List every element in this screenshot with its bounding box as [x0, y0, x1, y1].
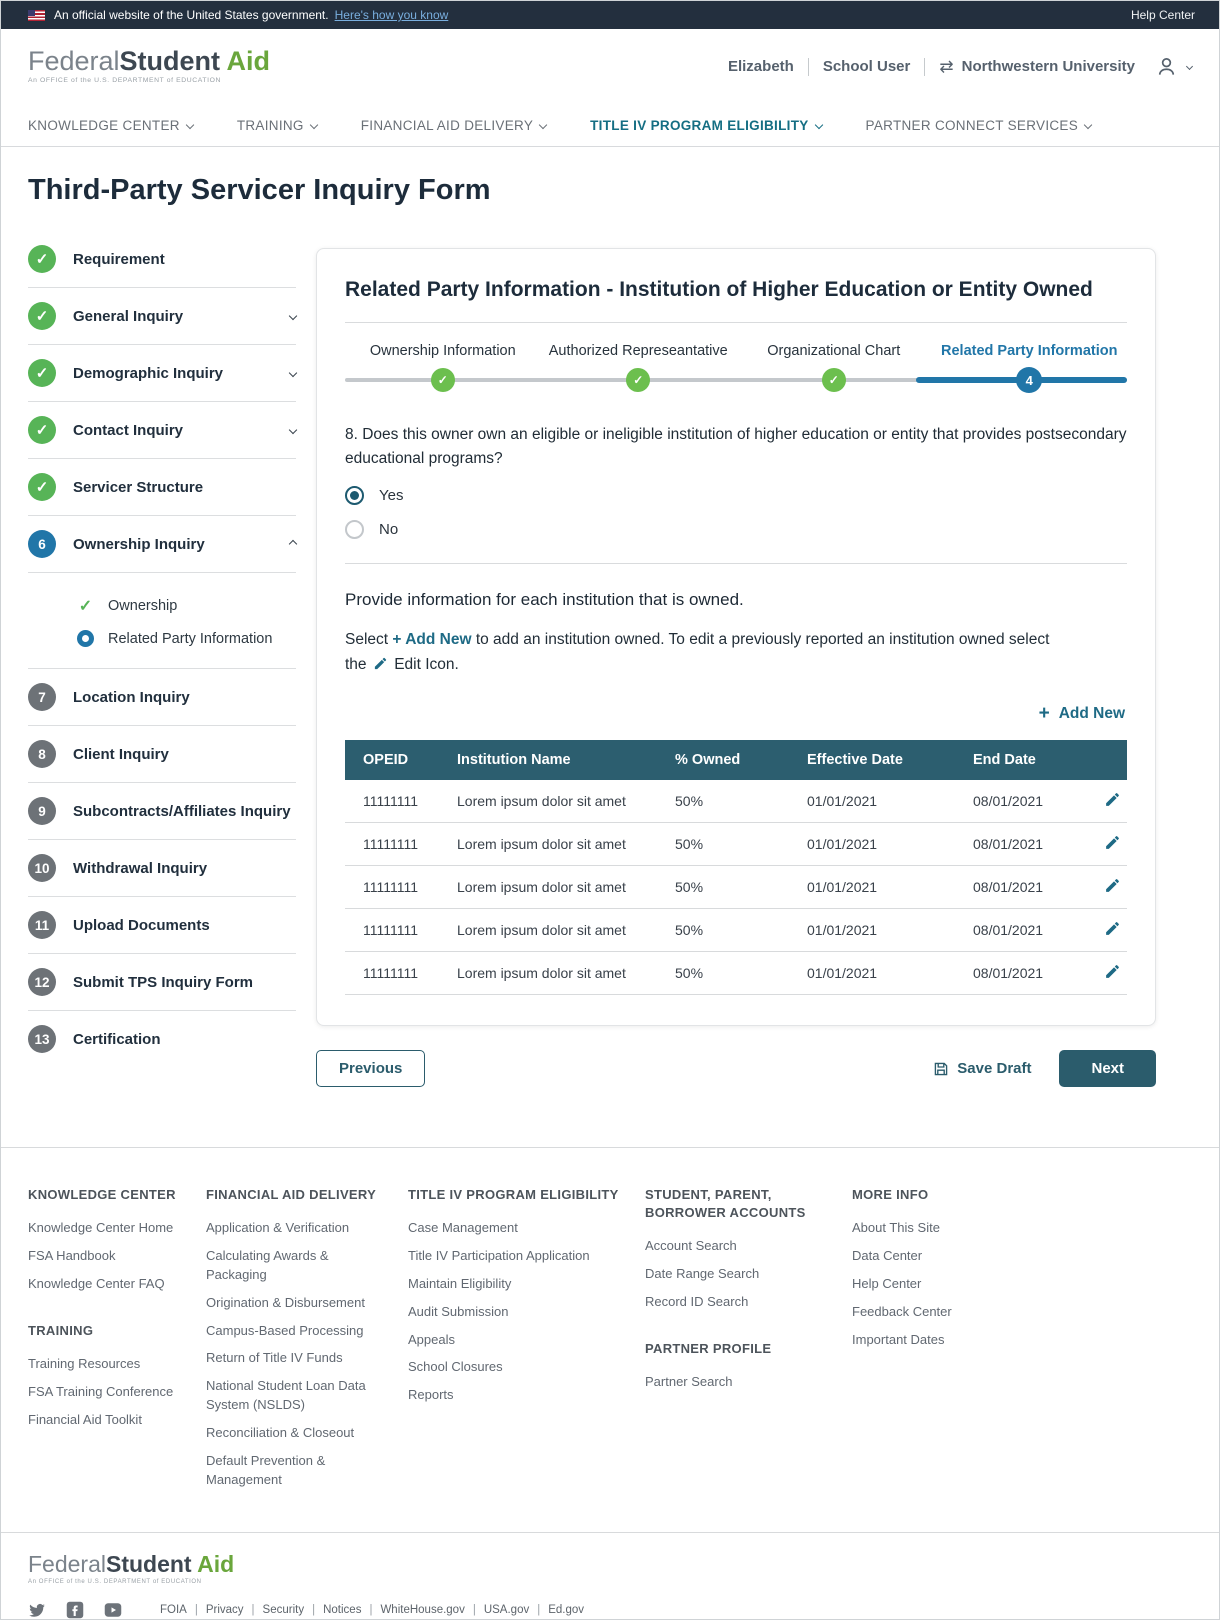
footer-link[interactable]: Training Resources — [28, 1355, 141, 1371]
table-row: 11111111 Lorem ipsum dolor sit amet 50% 01/01/2021 08/01/2021 — [345, 952, 1127, 995]
sidebar-item-general-inquiry[interactable]: ✓ General Inquiry — [28, 288, 296, 345]
nav-training[interactable]: TRAINING — [237, 118, 317, 133]
site-header — [1, 29, 1219, 104]
table-row: 11111111 Lorem ipsum dolor sit amet 50% 01/01/2021 08/01/2021 — [345, 866, 1127, 909]
col-actions — [1083, 740, 1127, 780]
legal-link-privacy[interactable]: | Privacy — [187, 1604, 244, 1616]
logo-student: Student — [119, 46, 221, 77]
footer-link[interactable]: Partner Search — [645, 1374, 733, 1390]
add-new-instruction: Select + Add New to add an institution owned. To edit a previously reported an institution owned select the Edit Icon. — [345, 631, 1050, 674]
check-circle-icon: ✓ — [28, 416, 56, 444]
chevron-down-icon — [289, 426, 297, 434]
step-organizational-chart[interactable]: Organizational Chart — [767, 343, 901, 360]
nav-knowledge-center[interactable]: KNOWLEDGE CENTER — [28, 118, 193, 133]
footer-link[interactable]: Reports — [408, 1387, 454, 1403]
legal-links — [160, 1604, 584, 1616]
help-center-link[interactable]: Help Center — [1130, 8, 1195, 22]
check-icon: ✓ — [78, 598, 93, 615]
save-draft-button[interactable]: Save Draft — [933, 1060, 1031, 1077]
step-ownership-information[interactable]: Ownership Information — [369, 343, 516, 360]
chevron-down-icon — [309, 120, 317, 128]
current-step-badge: 4 — [1016, 367, 1042, 393]
sidebar-item-subcontracts-affiliates-inquiry[interactable]: 9 Subcontracts/Affiliates Inquiry — [28, 783, 296, 840]
legal-link-notices[interactable]: | Notices — [304, 1604, 361, 1616]
footer-link[interactable]: Important Dates — [852, 1331, 945, 1347]
legal-link-security[interactable]: | Security — [244, 1604, 305, 1616]
edit-pencil-icon — [373, 656, 388, 671]
footer-heading-student-parent-borrower: STUDENT, PARENT, BORROWER ACCOUNTS — [645, 1187, 806, 1221]
save-icon — [933, 1061, 949, 1077]
footer-link[interactable]: About This Site — [852, 1220, 940, 1236]
nav-title-iv-program-eligibility[interactable]: TITLE IV PROGRAM ELIGIBILITY — [590, 118, 821, 133]
wizard-stepper — [345, 343, 1127, 395]
col-percent-owned: % Owned — [665, 740, 797, 780]
check-circle-icon: ✓ — [28, 359, 56, 387]
card-title: Related Party Information - Institution of Higher Education or Entity Owned — [345, 278, 1093, 301]
user-name: Elizabeth — [727, 58, 794, 75]
legal-link-usagov[interactable]: | USA.gov — [465, 1604, 529, 1616]
fsa-logo[interactable]: FederalStudent Aid An OFFICE of the U.S. DEPARTMENT of EDUCATION — [28, 46, 271, 85]
sidebar-item-contact-inquiry[interactable]: ✓ Contact Inquiry — [28, 402, 296, 459]
footer-heading-financial-aid-delivery: FINANCIAL AID DELIVERY — [206, 1187, 377, 1203]
radio-option-no[interactable]: No — [345, 520, 1127, 539]
footer-link[interactable]: School Closures — [408, 1359, 503, 1375]
chevron-down-icon — [289, 369, 297, 377]
edit-row-button[interactable] — [1104, 920, 1121, 937]
col-opeid: OPEID — [345, 740, 447, 780]
check-circle-icon: ✓ — [822, 368, 846, 392]
edit-row-button[interactable] — [1104, 877, 1121, 894]
fsa-logo-footer[interactable]: FederalStudent Aid An OFFICE of the U.S. DEPARTMENT of EDUCATION — [28, 1551, 235, 1586]
nav-partner-connect-services[interactable]: PARTNER CONNECT SERVICES — [866, 118, 1092, 133]
youtube-icon[interactable] — [104, 1601, 122, 1619]
footer-link[interactable]: Application & Verification — [206, 1220, 350, 1236]
gov-banner-text: An official website of the United States government. — [54, 8, 329, 22]
step-authorized-representative[interactable]: Authorized Represeantative — [548, 343, 728, 360]
step-number-badge: 12 — [28, 968, 56, 996]
legal-link-edgov[interactable]: | Ed.gov — [529, 1604, 584, 1616]
sidebar-item-withdrawal-inquiry[interactable]: 10 Withdrawal Inquiry — [28, 840, 296, 897]
institutions-table — [345, 740, 1127, 995]
current-step-ring-icon — [77, 630, 94, 647]
footer-link[interactable]: Default Prevention & Management — [206, 1452, 326, 1487]
step-number-badge: 8 — [28, 740, 56, 768]
radio-option-yes[interactable]: Yes — [345, 486, 1127, 505]
step-related-party-information[interactable]: Related Party Information — [941, 343, 1118, 360]
legal-link-whitehouse[interactable]: | WhiteHouse.gov — [361, 1604, 464, 1616]
col-end-date: End Date — [963, 740, 1083, 780]
divider — [808, 58, 809, 76]
previous-button[interactable]: Previous — [316, 1050, 425, 1087]
footer-link[interactable]: Financial Aid Toolkit — [28, 1411, 142, 1427]
add-new-inline-link[interactable]: + Add New — [392, 631, 472, 649]
footer-link[interactable]: Knowledge Center Home — [28, 1220, 174, 1236]
question-8-text: 8. Does this owner own an eligible or ineligible institution of higher education or entity that provides postsecondary educational programs? — [345, 426, 1127, 468]
sidebar-subitem-ownership[interactable]: ✓ Ownership — [78, 598, 178, 615]
sidebar-item-certification[interactable]: 13 Certification — [28, 1011, 296, 1067]
twitter-icon[interactable] — [28, 1601, 46, 1619]
step-number-badge: 10 — [28, 854, 56, 882]
form-steps-sidebar — [28, 231, 296, 1067]
radio-selected-icon — [345, 486, 364, 505]
related-party-card — [316, 248, 1156, 1026]
account-menu[interactable] — [1155, 55, 1192, 78]
chevron-down-icon — [289, 312, 297, 320]
chevron-down-icon — [539, 120, 547, 128]
footer-link[interactable]: FSA Training Conference — [28, 1383, 174, 1399]
gov-banner — [1, 1, 1219, 29]
us-flag-icon — [28, 10, 45, 21]
footer-link[interactable]: Maintain Eligibility — [408, 1275, 512, 1291]
footer-link[interactable]: Feedback Center — [852, 1303, 952, 1319]
footer-heading-partner-profile: PARTNER PROFILE — [645, 1340, 772, 1356]
sidebar-item-location-inquiry[interactable]: 7 Location Inquiry — [28, 669, 296, 726]
sidebar-item-ownership-inquiry[interactable]: 6 Ownership Inquiry — [28, 516, 296, 573]
footer-link[interactable]: Calculating Awards & Packaging — [206, 1248, 329, 1282]
table-row: 11111111 Lorem ipsum dolor sit amet 50% 01/01/2021 08/01/2021 — [345, 780, 1127, 823]
logo-tagline: An OFFICE of the U.S. DEPARTMENT of EDUCATION — [28, 77, 222, 85]
footer-link[interactable]: Audit Submission — [408, 1303, 509, 1319]
user-role: School User — [822, 58, 911, 75]
footer-link[interactable]: National Student Loan Data System (NSLDS) — [206, 1378, 366, 1413]
table-row: 11111111 Lorem ipsum dolor sit amet 50% 01/01/2021 08/01/2021 — [345, 909, 1127, 952]
chevron-down-icon — [1084, 120, 1092, 128]
footer-heading-training: TRAINING — [28, 1322, 94, 1338]
chevron-down-icon — [1186, 63, 1193, 70]
footer-link[interactable]: Record ID Search — [645, 1294, 749, 1310]
footer-link[interactable]: Help Center — [852, 1275, 922, 1291]
footer-heading-title-iv: TITLE IV PROGRAM ELIGIBILITY — [408, 1187, 619, 1203]
edit-row-button[interactable] — [1104, 791, 1121, 808]
facebook-icon[interactable] — [66, 1601, 84, 1619]
legal-link-foia[interactable]: FOIA — [160, 1604, 187, 1617]
plus-icon: + — [1038, 703, 1050, 725]
sidebar-item-demographic-inquiry[interactable]: ✓ Demographic Inquiry — [28, 345, 296, 402]
person-icon — [1155, 55, 1178, 78]
step-number-badge: 11 — [28, 911, 56, 939]
main-nav — [1, 104, 1219, 147]
sidebar-item-servicer-structure[interactable]: ✓ Servicer Structure — [28, 459, 296, 516]
check-circle-icon: ✓ — [28, 473, 56, 501]
add-new-button[interactable]: + Add New — [1038, 703, 1125, 725]
step-number-badge: 9 — [28, 797, 56, 825]
chevron-up-icon — [289, 540, 297, 548]
edit-row-button[interactable] — [1104, 963, 1121, 980]
check-circle-icon: ✓ — [28, 302, 56, 330]
provide-info-text: Provide information for each institution that is owned. — [345, 590, 744, 610]
table-row: 11111111 Lorem ipsum dolor sit amet 50% 01/01/2021 08/01/2021 — [345, 823, 1127, 866]
col-effective-date: Effective Date — [797, 740, 963, 780]
footer-link[interactable]: Date Range Search — [645, 1266, 760, 1282]
user-org: Northwestern University — [961, 58, 1135, 75]
next-button[interactable]: Next — [1059, 1050, 1156, 1087]
check-circle-icon: ✓ — [431, 368, 455, 392]
footer-link[interactable]: Knowledge Center FAQ — [28, 1275, 165, 1291]
chevron-down-icon — [186, 120, 194, 128]
footer-link[interactable]: Appeals — [408, 1331, 455, 1347]
footer-link[interactable]: FSA Handbook — [28, 1248, 116, 1264]
nav-financial-aid-delivery[interactable]: FINANCIAL AID DELIVERY — [361, 118, 546, 133]
footer-heading-more-info: MORE INFO — [852, 1187, 929, 1203]
sidebar-item-requirement[interactable]: ✓ Requirement — [28, 231, 296, 288]
footer-link[interactable]: Case Management — [408, 1220, 518, 1236]
divider — [345, 322, 1127, 323]
ownership-inquiry-subitems — [28, 573, 296, 669]
form-navigation — [316, 1050, 1156, 1087]
divider — [345, 563, 1127, 564]
footer-bottom-bar — [1, 1532, 1219, 1620]
step-number-badge: 6 — [28, 530, 56, 558]
check-circle-icon: ✓ — [626, 368, 650, 392]
footer-link[interactable]: Campus-Based Processing — [206, 1322, 364, 1338]
col-institution-name: Institution Name — [447, 740, 665, 780]
sidebar-item-upload-documents[interactable]: 11 Upload Documents — [28, 897, 296, 954]
radio-unselected-icon — [345, 520, 364, 539]
footer-heading-knowledge-center: KNOWLEDGE CENTER — [28, 1187, 176, 1203]
step-number-badge: 7 — [28, 683, 56, 711]
how-you-know-link[interactable]: Here's how you know — [334, 8, 449, 22]
logo-federal: Federal — [28, 46, 120, 77]
table-header-row — [345, 740, 1127, 780]
footer-link[interactable]: Origination & Disbursement — [206, 1294, 365, 1310]
footer-link[interactable]: Return of Title IV Funds — [206, 1350, 343, 1366]
divider — [924, 58, 925, 76]
switch-org-icon[interactable]: ⇄ — [939, 56, 954, 76]
check-circle-icon: ✓ — [28, 245, 56, 273]
footer-link[interactable]: Reconciliation & Closeout — [206, 1424, 355, 1440]
chevron-down-icon — [814, 120, 822, 128]
sidebar-item-client-inquiry[interactable]: 8 Client Inquiry — [28, 726, 296, 783]
sidebar-subitem-related-party-information[interactable]: Related Party Information — [77, 623, 296, 654]
step-number-badge: 13 — [28, 1025, 56, 1053]
footer-link[interactable]: Title IV Participation Application — [408, 1248, 590, 1264]
footer-link[interactable]: Account Search — [645, 1238, 737, 1254]
edit-row-button[interactable] — [1104, 834, 1121, 851]
site-footer — [1, 1147, 1219, 1532]
footer-link[interactable]: Data Center — [852, 1248, 923, 1264]
page-title: Third-Party Servicer Inquiry Form — [28, 174, 491, 206]
sidebar-item-submit-tps-inquiry-form[interactable]: 12 Submit TPS Inquiry Form — [28, 954, 296, 1011]
